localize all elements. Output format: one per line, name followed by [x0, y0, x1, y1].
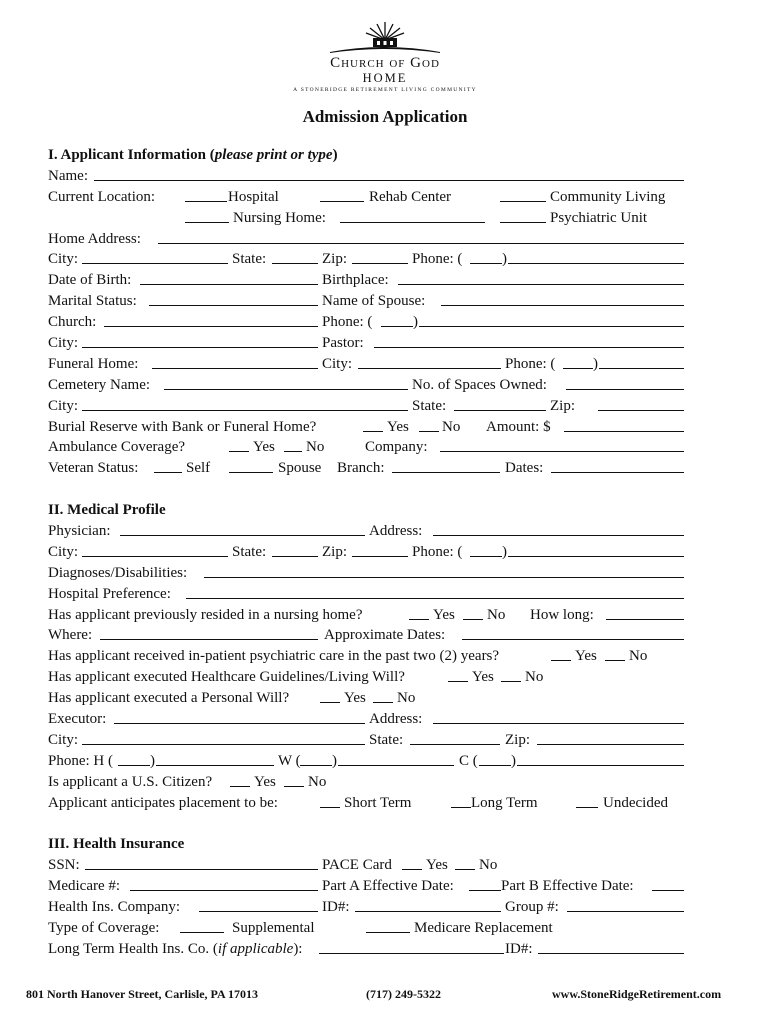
citizen-yes-blank[interactable] [230, 772, 250, 787]
coverage-row [48, 918, 684, 939]
long-term-id-label: ID#: [505, 940, 533, 957]
living-will-no-label: No [525, 669, 544, 686]
long-term-label: Long Term [471, 794, 538, 811]
phone-w-paren: ) [332, 752, 337, 769]
marital-row [48, 291, 684, 312]
burial-label: Burial Reserve with Bank or Funeral Home? [48, 418, 317, 435]
group-label: Group #: [505, 899, 559, 916]
executor-field[interactable] [114, 709, 365, 724]
birthplace-label: Birthplace: [322, 272, 389, 289]
placement-label: Applicant anticipates placement to be: [48, 794, 278, 811]
psych-no-label: No [629, 648, 648, 665]
nursing-yes-label: Yes [433, 606, 455, 623]
nursing-yes-blank[interactable] [409, 605, 429, 620]
coverage-label: Type of Coverage: [48, 919, 160, 936]
spouse-opt-blank[interactable] [229, 458, 273, 473]
phone-c-area[interactable] [479, 751, 511, 766]
ambulance-yes-label: Yes [253, 439, 275, 456]
executor-city-field[interactable] [82, 730, 365, 745]
branch-label: Branch: [337, 460, 385, 477]
physician-phone-field[interactable] [508, 542, 684, 557]
ssn-row [48, 855, 684, 876]
veteran-row [48, 458, 684, 479]
executor-row [48, 709, 684, 730]
zip-label: Zip: [322, 251, 347, 268]
logo-home: HOME [362, 71, 408, 85]
phone-label: Phone: ( [412, 251, 463, 268]
personal-will-yes-label: Yes [344, 690, 366, 707]
physician-row [48, 521, 684, 542]
personal-will-no-blank[interactable] [373, 688, 393, 703]
citizen-no-label: No [308, 773, 327, 790]
nursing-row [48, 208, 684, 229]
psych-care-label: Has applicant received in-patient psychiatric care in the past two (2) years? [48, 648, 500, 665]
physician-address-label: Address: [369, 523, 423, 540]
executor-state-label: State: [369, 731, 404, 748]
cemetery-state-field[interactable] [454, 396, 546, 411]
personal-will-label: Has applicant executed a Personal Will? [48, 690, 290, 707]
community-label: Community Living [550, 188, 666, 205]
id-field[interactable] [355, 897, 501, 912]
personal-will-no-label: No [397, 690, 416, 707]
current-location-label: Current Location: [48, 188, 156, 205]
short-term-blank[interactable] [320, 793, 340, 808]
funeral-phone-paren: ) [593, 355, 598, 372]
rehab-blank[interactable] [320, 187, 364, 202]
cemetery-row [48, 375, 684, 396]
burial-yes-blank[interactable] [363, 417, 383, 432]
physician-city-label: City: [48, 543, 79, 560]
marital-label: Marital Status: [48, 293, 137, 310]
section3-heading-row [48, 834, 684, 855]
footer-phone: (717) 249-5322 [366, 987, 441, 1001]
executor-state-field[interactable] [410, 730, 500, 745]
physician-phone-paren: ) [502, 543, 507, 560]
phone-c-field[interactable] [517, 751, 684, 766]
church-phone-label: Phone: ( [322, 314, 373, 331]
admission-form [48, 145, 684, 960]
psych-no-blank[interactable] [605, 646, 625, 661]
nursing-label: Nursing Home: [233, 209, 326, 226]
nursing-no-blank[interactable] [463, 605, 483, 620]
branch-field[interactable] [392, 458, 500, 473]
phone-h-field[interactable] [156, 751, 274, 766]
church-field[interactable] [104, 312, 318, 327]
city-state-zip-row [48, 249, 684, 270]
physician-state-label: State: [232, 543, 267, 560]
burial-row [48, 417, 684, 438]
burial-no-blank[interactable] [419, 417, 439, 432]
replacement-blank[interactable] [366, 918, 410, 933]
church-city-field[interactable] [82, 333, 318, 348]
funeral-phone-field[interactable] [599, 354, 684, 369]
short-term-label: Short Term [344, 794, 412, 811]
ssn-field[interactable] [85, 855, 318, 870]
long-term-blank[interactable] [451, 793, 471, 808]
zip-field[interactable] [352, 249, 408, 264]
dob-label: Date of Birth: [48, 272, 132, 289]
where-field[interactable] [100, 625, 318, 640]
spaces-label: No. of Spaces Owned: [412, 376, 547, 393]
physician-label: Physician: [48, 523, 111, 540]
rehab-label: Rehab Center [369, 188, 452, 205]
cemetery-city-field[interactable] [82, 396, 408, 411]
part-b-label: Part B Effective Date: [501, 878, 634, 895]
living-will-label: Has applicant executed Healthcare Guidelines/Living Will? [48, 669, 405, 686]
footer-address: 801 North Hanover Street, Carlisle, PA 17013 [26, 987, 258, 1001]
long-term-ins-row [48, 939, 684, 960]
self-blank[interactable] [154, 458, 182, 473]
health-co-row [48, 897, 684, 918]
cemetery-city-row [48, 396, 684, 417]
funeral-phone-area[interactable] [563, 354, 593, 369]
ambulance-no-blank[interactable] [284, 437, 302, 452]
cemetery-label: Cemetery Name: [48, 376, 151, 393]
pace-label: PACE Card [322, 857, 392, 874]
cemetery-zip-label: Zip: [550, 397, 575, 414]
long-term-id-field[interactable] [538, 939, 684, 954]
nursing-history-row [48, 605, 684, 626]
phone-field[interactable] [508, 249, 684, 264]
part-a-label: Part A Effective Date: [322, 878, 454, 895]
home-address-field[interactable] [158, 229, 684, 244]
living-will-yes-label: Yes [472, 669, 494, 686]
dob-row [48, 270, 684, 291]
logo-name: Church of God [330, 55, 440, 71]
ambulance-yes-blank[interactable] [229, 437, 249, 452]
name-label: Name: [48, 167, 88, 184]
phone-paren: ) [502, 251, 507, 268]
marital-field[interactable] [149, 291, 318, 306]
nursing-field[interactable] [340, 208, 485, 223]
church-phone-paren: ) [413, 314, 418, 331]
church-phone-field[interactable] [419, 312, 684, 327]
self-label: Self [186, 460, 211, 477]
city-field[interactable] [82, 249, 228, 264]
pastor-label: Pastor: [322, 335, 364, 352]
phone-c-paren: ) [511, 752, 516, 769]
state-label: State: [232, 251, 267, 268]
section1-heading: I. Applicant Information (please print or type) [48, 147, 338, 163]
section2-heading: II. Medical Profile [48, 502, 166, 519]
dates-field[interactable] [551, 458, 684, 473]
spouse-label: Name of Spouse: [322, 293, 426, 310]
current-location-row [48, 187, 684, 208]
medicare-row [48, 876, 684, 897]
funeral-row [48, 354, 684, 375]
psych-label: Psychiatric Unit [550, 209, 648, 226]
church-city-label: City: [48, 335, 79, 352]
nursing-blank[interactable] [185, 208, 229, 223]
supplemental-label: Supplemental [232, 919, 315, 936]
placement-row [48, 793, 684, 814]
nursing-history-label: Has applicant previously resided in a nursing home? [48, 606, 363, 623]
phone-area-field[interactable] [470, 249, 502, 264]
church-city-row [48, 333, 684, 354]
how-long-label: How long: [530, 606, 594, 623]
funeral-city-field[interactable] [358, 354, 501, 369]
phone-w-label: W ( [278, 752, 301, 769]
phone-h-area[interactable] [118, 751, 150, 766]
funeral-phone-label: Phone: ( [505, 355, 556, 372]
diagnoses-field[interactable] [204, 563, 684, 578]
cemetery-field[interactable] [164, 375, 408, 390]
section1-heading-row [48, 145, 684, 166]
pace-no-blank[interactable] [455, 855, 475, 870]
health-co-field[interactable] [199, 897, 318, 912]
approx-dates-field[interactable] [462, 625, 684, 640]
hospital-blank[interactable] [185, 187, 227, 202]
living-will-yes-blank[interactable] [448, 667, 468, 682]
home-address-row [48, 229, 684, 250]
city-label: City: [48, 251, 79, 268]
personal-will-yes-blank[interactable] [320, 688, 340, 703]
amount-label: Amount: $ [486, 418, 551, 435]
diagnoses-row [48, 563, 684, 584]
medicare-field[interactable] [130, 876, 318, 891]
undecided-label: Undecided [603, 794, 668, 811]
psych-blank[interactable] [500, 208, 546, 223]
citizen-label: Is applicant a U.S. Citizen? [48, 773, 213, 790]
hospital-label: Hospital [228, 188, 279, 205]
medicare-label: Medicare #: [48, 878, 121, 895]
long-term-ins-field[interactable] [319, 939, 504, 954]
executor-phone-row [48, 751, 684, 772]
pace-yes-blank[interactable] [402, 855, 422, 870]
executor-city-label: City: [48, 731, 79, 748]
funeral-field[interactable] [152, 354, 318, 369]
dates-label: Dates: [505, 460, 544, 477]
living-will-no-blank[interactable] [501, 667, 521, 682]
where-label: Where: [48, 627, 93, 644]
ambulance-row [48, 437, 684, 458]
footer-website: www.StoneRidgeRetirement.com [552, 987, 722, 1001]
burial-no-label: No [442, 418, 461, 435]
executor-address-field[interactable] [433, 709, 684, 724]
church-label: Church: [48, 314, 97, 331]
executor-zip-label: Zip: [505, 731, 530, 748]
executor-city-row [48, 730, 684, 751]
phone-h-paren: ) [150, 752, 155, 769]
physician-field[interactable] [120, 521, 365, 536]
church-row [48, 312, 684, 333]
community-blank[interactable] [500, 187, 546, 202]
physician-city-row [48, 542, 684, 563]
spouse-field[interactable] [441, 291, 684, 306]
home-address-label: Home Address: [48, 230, 141, 247]
form-title: Admission Application [302, 107, 468, 126]
church-phone-area[interactable] [381, 312, 413, 327]
long-term-ins-label: Long Term Health Ins. Co. (if applicable): [48, 940, 303, 957]
pastor-field[interactable] [374, 333, 684, 348]
personal-will-row [48, 688, 684, 709]
funeral-city-label: City: [322, 355, 353, 372]
name-field[interactable] [94, 166, 684, 181]
logo-tagline: A STONERIDGE RETIREMENT LIVING COMMUNITY [293, 87, 477, 93]
physician-phone-label: Phone: ( [412, 543, 463, 560]
living-will-row [48, 667, 684, 688]
psych-care-row [48, 646, 684, 667]
company-field[interactable] [440, 437, 684, 452]
pace-no-label: No [479, 857, 498, 874]
spaces-field[interactable] [566, 375, 684, 390]
approx-dates-label: Approximate Dates: [324, 627, 446, 644]
ssn-label: SSN: [48, 857, 80, 874]
church-of-god-logo [290, 20, 480, 100]
burial-yes-label: Yes [387, 418, 409, 435]
ambulance-no-label: No [306, 439, 325, 456]
executor-label: Executor: [48, 711, 107, 728]
phone-c-label: C ( [459, 752, 478, 769]
hospital-pref-row [48, 584, 684, 605]
nursing-no-label: No [487, 606, 506, 623]
replacement-label: Medicare Replacement [414, 919, 553, 936]
psych-yes-label: Yes [575, 648, 597, 665]
state-field[interactable] [272, 249, 318, 264]
physician-city-field[interactable] [82, 542, 228, 557]
spouse-opt-label: Spouse [278, 460, 322, 477]
physician-zip-field[interactable] [352, 542, 408, 557]
executor-address-label: Address: [369, 711, 423, 728]
cemetery-state-label: State: [412, 397, 447, 414]
birthplace-field[interactable] [398, 270, 684, 285]
citizen-row [48, 772, 684, 793]
citizen-yes-label: Yes [254, 773, 276, 790]
diagnoses-label: Diagnoses/Disabilities: [48, 564, 188, 581]
how-long-field[interactable] [606, 605, 684, 620]
physician-zip-label: Zip: [322, 543, 347, 560]
supplemental-blank[interactable] [180, 918, 224, 933]
phone-h-label: Phone: H ( [48, 752, 113, 769]
id-label: ID#: [322, 899, 350, 916]
part-a-field[interactable] [469, 876, 501, 891]
undecided-blank[interactable] [576, 793, 598, 808]
ambulance-label: Ambulance Coverage? [48, 439, 186, 456]
cemetery-zip-field[interactable] [598, 396, 684, 411]
group-field[interactable] [567, 897, 684, 912]
where-row [48, 625, 684, 646]
physician-address-field[interactable] [433, 521, 684, 536]
cemetery-city-label: City: [48, 397, 79, 414]
section2-heading-row [48, 500, 684, 521]
part-b-field[interactable] [652, 876, 684, 891]
funeral-label: Funeral Home: [48, 355, 139, 372]
physician-phone-area[interactable] [470, 542, 502, 557]
pace-yes-label: Yes [426, 857, 448, 874]
physician-state-field[interactable] [272, 542, 318, 557]
phone-w-area[interactable] [300, 751, 332, 766]
amount-field[interactable] [564, 417, 684, 432]
sunburst-building-icon [325, 20, 445, 54]
dob-field[interactable] [140, 270, 318, 285]
health-co-label: Health Ins. Company: [48, 899, 181, 916]
hospital-pref-field[interactable] [186, 584, 684, 599]
veteran-label: Veteran Status: [48, 460, 139, 477]
company-label: Company: [365, 439, 428, 456]
section3-heading: III. Health Insurance [48, 836, 185, 853]
hospital-pref-label: Hospital Preference: [48, 585, 171, 602]
phone-w-field[interactable] [338, 751, 454, 766]
executor-zip-field[interactable] [537, 730, 684, 745]
citizen-no-blank[interactable] [284, 772, 304, 787]
name-row [48, 166, 684, 187]
psych-yes-blank[interactable] [551, 646, 571, 661]
